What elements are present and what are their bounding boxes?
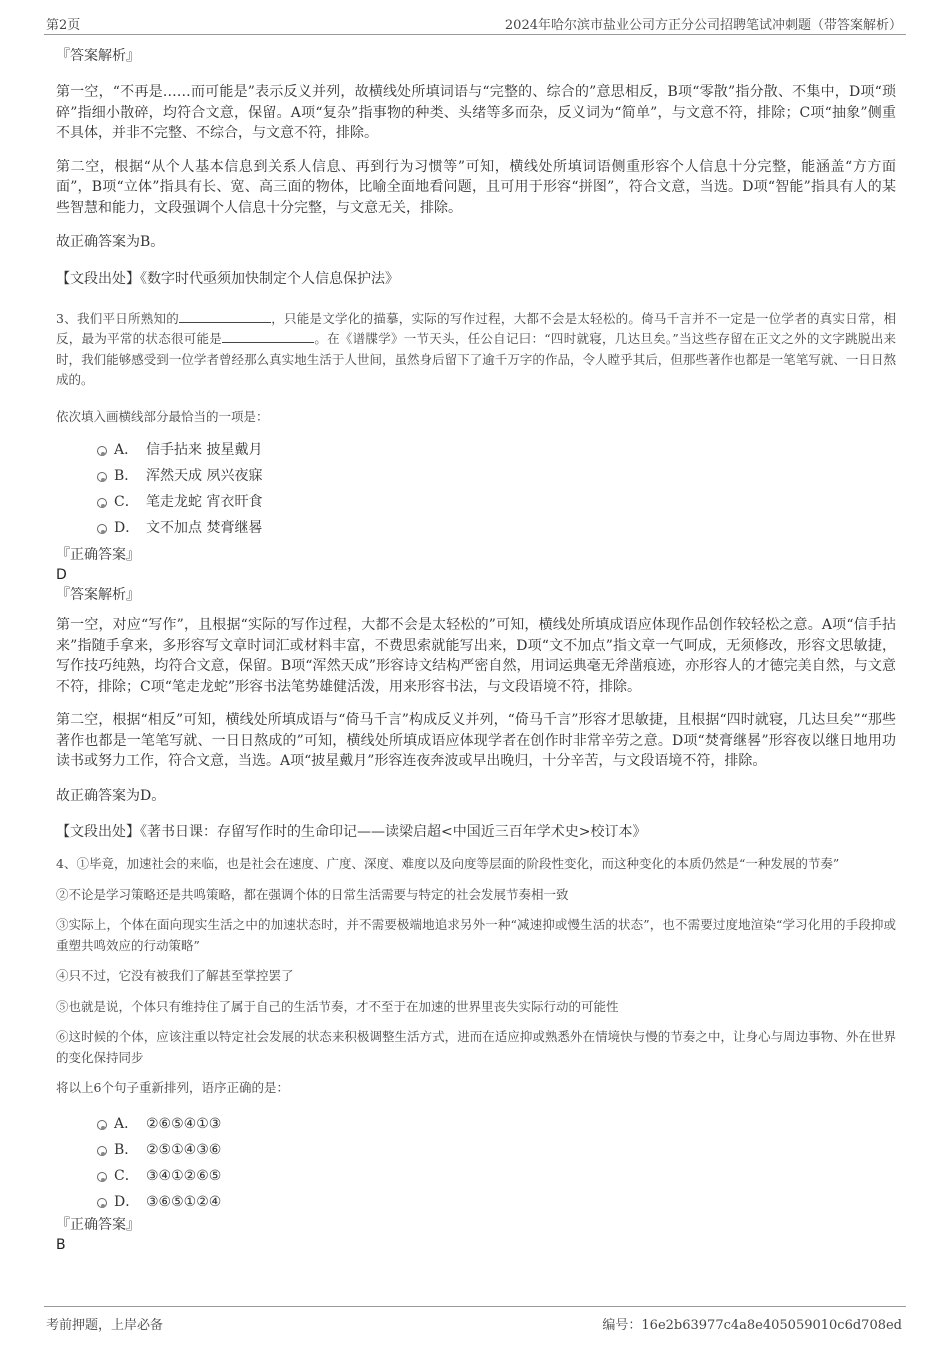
- q2-analysis-label: 『答案解析』: [56, 48, 140, 64]
- q3-correct-label: 『正确答案』: [56, 547, 140, 563]
- q3-analysis-p1: 第一空，对应“写作”，且根据“实际的写作过程，大都不会是太轻松的”可知，横线处所填成语应体现作品创作较轻松之意。A项“信手拈来”指随手拿来，多形容写文章时词汇或材料丰富，不费思索就能写出来，D项“文不加点”指文章一气呵成，无须修改，形容文思敏捷，写作技巧纯熟，均符合文意，保留。B项“浑然天成”形容诗文结构严密自然，用词运典毫无斧凿痕迹，亦形容人的才德完美自然，与文意不符，排除；C项“笔走龙蛇”形容书法笔势雄健活泼，用来形容书法，与文段语境不符，排除。: [56, 617, 896, 695]
- q3-options: [56, 437, 896, 541]
- radio-icon[interactable]: [97, 1172, 107, 1182]
- option-text: 浑然天成 夙兴夜寐: [146, 468, 263, 484]
- option-letter: C．: [114, 494, 139, 510]
- option-letter: D．: [114, 1193, 140, 1210]
- q3-answer: D: [56, 567, 67, 583]
- q3-stem-part-b: ，只能是文学化的描摹，实际的写作过程，大都不会是太轻松的。倚马千言并不一定是一位学者的真实日常，相反，最为平常的状态很可能是: [56, 310, 896, 346]
- option-text: ②⑤①④③⑥: [146, 1141, 222, 1158]
- q2-source: 【文段出处】《数字时代亟须加快制定个人信息保护法》: [56, 270, 399, 287]
- option-letter: B．: [114, 468, 139, 484]
- q4-sentence-6: ⑥这时候的个体，应该注重以特定社会发展的状态来积极调整生活方式，进而在适应抑或熟悉外在情境快与慢的节奏之中，让身心与周边事物、外在世界的变化保持同步: [56, 1029, 896, 1065]
- q3-option-c[interactable]: [56, 489, 896, 515]
- q2-conclusion: 故正确答案为B。: [56, 234, 165, 250]
- q4-correct-label: 『正确答案』: [56, 1216, 140, 1233]
- q3-conclusion: 故正确答案为D。: [56, 787, 166, 804]
- q2-analysis-p2: 第二空，根据“从个人基本信息到关系人信息、再到行为习惯等”可知，横线处所填词语侧重形容个人信息十分完整，能涵盖“方方面面”，B项“立体”指具有长、宽、高三面的物体，比喻全面地看问题，且可用于形容“拼图”，符合文意，当选。D项“智能”指具有人的某些智慧和能力，文段强调个人信息十分完整，与文意无关，排除。: [56, 158, 896, 216]
- radio-icon[interactable]: [97, 524, 107, 534]
- q2-analysis-p1: 第一空，“不再是……而可能是”表示反义并列，故横线处所填词语与“完整的、综合的”意思相反，B项“零散”指分散、不集中，D项“琐碎”指细小散碎，均符合文意，保留。A项“复杂”指事物的种类、头绪等多而杂，反义词为“简单”，与文意不符，排除；C项“抽象”侧重不具体，并非不完整、不综合，与文意不符，排除。: [56, 84, 896, 141]
- q3-analysis-p2: 第二空，根据“相反”可知，横线处所填成语与“倚马千言”构成反义并列，“倚马千言”形容才思敏捷，且根据“四时就寝，几达旦矣”“那些著作也都是一笔笔写就、一日日熬成的”可知，横线处所填成语应体现学者在创作时非常辛劳之意。D项“焚膏继晷”形容夜以继日地用功读书或努力工作，符合文意，当选。A项“披星戴月”形容连夜奔波或早出晚归，十分辛苦，与文段语境不符，排除。: [56, 712, 896, 769]
- q4-sentence-2: ②不论是学习策略还是共鸣策略，都在强调个体的日常生活需要与特定的社会发展节奏相一致: [56, 886, 569, 902]
- radio-icon[interactable]: [97, 1146, 107, 1156]
- option-text: 笔走龙蛇 宵衣旰食: [146, 494, 263, 510]
- q4-answer: B: [56, 1236, 66, 1253]
- page-number: 第2页: [46, 18, 81, 33]
- footer-slogan: 考前押题，上岸必备: [46, 1318, 164, 1333]
- radio-icon[interactable]: [97, 1120, 107, 1130]
- page-footer: [44, 1306, 906, 1333]
- radio-icon[interactable]: [97, 1198, 107, 1208]
- option-letter: A．: [114, 1115, 139, 1132]
- page-header: [44, 12, 906, 35]
- q3-stem-part-a: 3、我们平日所熟知的: [56, 310, 179, 326]
- page-content: [56, 44, 896, 1255]
- q4-prompt: 将以上6个句子重新排列，语序正确的是：: [56, 1080, 289, 1095]
- option-letter: A．: [114, 442, 139, 458]
- q3-option-d[interactable]: [56, 515, 896, 541]
- option-text: ②⑥⑤④①③: [146, 1115, 222, 1132]
- q4-option-d[interactable]: [56, 1189, 896, 1215]
- q3-option-a[interactable]: [56, 437, 896, 463]
- option-text: 信手拈来 披星戴月: [146, 442, 263, 458]
- footer-serial: 编号：16e2b63977c4a8e405059010c6d708ed: [602, 1318, 902, 1333]
- option-letter: D．: [114, 520, 140, 536]
- q4-sentence-1: 4、①毕竟，加速社会的来临，也是社会在速度、广度、深度、难度以及向度等层面的阶段性变化，而这种变化的本质仍然是“一种发展的节奏”: [56, 856, 840, 871]
- option-text: 文不加点 焚膏继晷: [146, 520, 263, 536]
- q3-stem-part-c: 。在《谱牒学》一节天头，任公自记曰：“四时就寝，几达旦矣。”当这些存留在正文之外的文字跳脱出来时，我们能够感受到一位学者曾经那么真实地生活于人世间，虽然身后留下了逾千万字的作品，令人瞠乎其后，但那些著作也都是一笔笔写就、一日日熬成的。: [56, 331, 896, 387]
- radio-icon[interactable]: [97, 446, 107, 456]
- radio-icon[interactable]: [97, 498, 107, 508]
- option-text: ③④①②⑥⑤: [146, 1167, 222, 1184]
- q3-blank-2: [222, 330, 314, 343]
- radio-icon[interactable]: [97, 472, 107, 482]
- document-title: 2024年哈尔滨市盐业公司方正分公司招聘笔试冲刺题（带答案解析）: [504, 18, 902, 33]
- option-letter: C．: [114, 1167, 139, 1184]
- q4-sentence-3: ③实际上，个体在面向现实生活之中的加速状态时，并不需要极端地追求另外一种“减速抑或慢生活的状态”，也不需要过度地渲染“学习化用的手段抑或重塑共鸣效应的行动策略”: [56, 917, 896, 953]
- q3-source: 【文段出处】《著书日课：存留写作时的生命印记——读梁启超<中国近三百年学术史>校订本》: [56, 824, 647, 840]
- q4-sentence-5: ⑤也就是说，个体只有维持住了属于自己的生活节奏，才不至于在加速的世界里丧失实际行动的可能性: [56, 998, 619, 1014]
- q3-option-b[interactable]: [56, 463, 896, 489]
- q4-options: [56, 1111, 896, 1215]
- q4-option-c[interactable]: [56, 1163, 896, 1189]
- q4-sentence-4: ④只不过，它没有被我们了解甚至掌控罢了: [56, 968, 294, 983]
- option-letter: B．: [114, 1141, 139, 1158]
- q4-option-b[interactable]: [56, 1137, 896, 1163]
- q3-analysis-label: 『答案解析』: [56, 587, 140, 603]
- option-text: ③⑥⑤①②④: [146, 1193, 222, 1210]
- q3-prompt: 依次填入画横线部分最恰当的一项是：: [56, 408, 269, 424]
- q3-blank-1: [179, 310, 271, 323]
- q3-stem: [56, 309, 896, 391]
- q4-option-a[interactable]: [56, 1111, 896, 1137]
